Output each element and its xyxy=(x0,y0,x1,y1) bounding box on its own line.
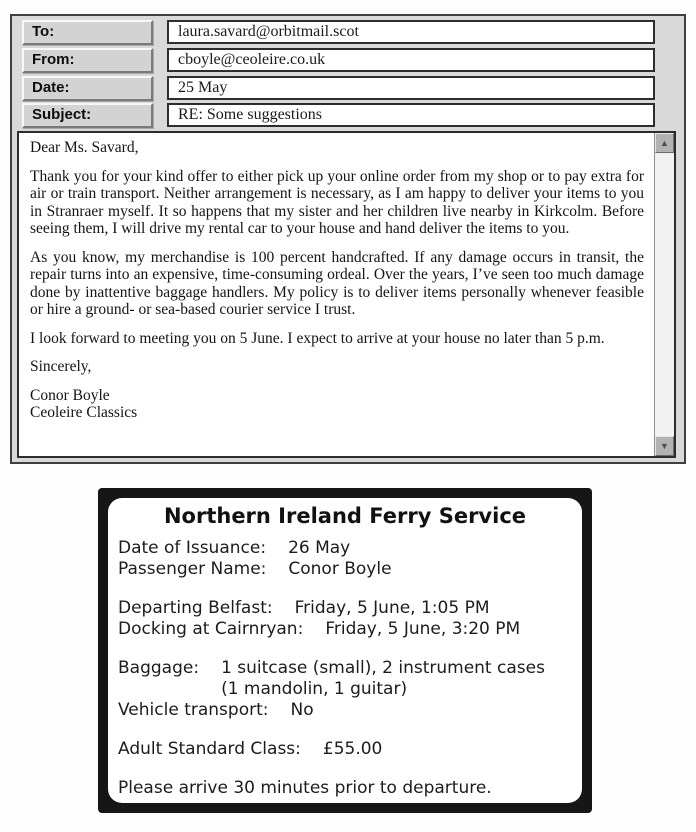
ticket-row-label: Docking at Cairnryan: xyxy=(118,619,304,639)
email-body-scrollbar[interactable] xyxy=(654,133,674,456)
ticket-footer-note: Please arrive 30 minutes prior to departure. xyxy=(118,778,492,798)
ticket-row-label: Vehicle transport: xyxy=(118,700,269,720)
date-input[interactable] xyxy=(167,76,655,100)
ticket-row-label: Passenger Name: xyxy=(118,559,267,579)
ferry-ticket-inner xyxy=(108,498,582,803)
baggage-line-1: 1 suitcase (small), 2 instrument cases xyxy=(221,658,545,678)
scroll-down-button[interactable] xyxy=(655,436,674,456)
ticket-row-issuance xyxy=(118,538,572,559)
email-signature-company: Ceoleire Classics xyxy=(30,404,138,421)
ticket-row-value: £55.00 xyxy=(322,739,383,759)
ticket-row-label: Departing Belfast: xyxy=(118,598,273,618)
ticket-row-label: Date of Issuance: xyxy=(118,538,267,558)
ticket-row-value: Friday, 5 June, 3:20 PM xyxy=(325,619,521,639)
ticket-row-value: Conor Boyle xyxy=(288,559,392,579)
email-body-text xyxy=(19,133,654,456)
ticket-row-label: Baggage: xyxy=(118,658,200,678)
ticket-row-arrival xyxy=(118,619,572,640)
ticket-row-value xyxy=(221,658,545,700)
ferry-ticket xyxy=(98,488,592,813)
ticket-row-baggage xyxy=(118,658,572,700)
date-label-button[interactable]: Date: xyxy=(22,76,153,101)
ticket-title: Northern Ireland Ferry Service xyxy=(163,504,527,528)
email-paragraph: I look forward to meeting you on 5 June. I expect to arrive at your house no later than 5 p.m. xyxy=(30,329,605,347)
down-arrow-icon: ▼ xyxy=(660,441,669,451)
ticket-row-departure xyxy=(118,598,572,619)
ticket-row-value: No xyxy=(290,700,314,720)
ticket-row-passenger xyxy=(118,559,572,580)
scroll-up-button[interactable] xyxy=(655,133,674,153)
email-paragraph: As you know, my merchandise is 100 percent handcrafted. If any damage occurs in transit, the repair turns into an expensive, time-consuming ordeal. Over the years, I’ve seen too much damage done by inattentive baggage handlers. My policy is to deliver items personally whenever feasible or hire a ground- or sea-based courier service I trust. xyxy=(30,248,644,318)
from-label-button[interactable]: From: xyxy=(22,48,153,73)
ticket-row-value: Friday, 5 June, 1:05 PM xyxy=(294,598,490,618)
email-body[interactable] xyxy=(17,131,676,458)
ticket-row-vehicle xyxy=(118,700,572,721)
ticket-row-value: 26 May xyxy=(288,538,351,558)
subject-input[interactable] xyxy=(167,103,655,127)
to-input[interactable] xyxy=(167,20,655,44)
up-arrow-icon: ▲ xyxy=(660,138,669,148)
email-closing: Sincerely, xyxy=(30,358,92,375)
subject-label-button[interactable]: Subject: xyxy=(22,103,153,128)
ticket-row-fare xyxy=(118,739,572,760)
ticket-row-label: Adult Standard Class: xyxy=(118,739,301,759)
to-label-button[interactable]: To: xyxy=(22,20,153,45)
email-greeting: Dear Ms. Savard, xyxy=(30,139,139,156)
baggage-line-2: (1 mandolin, 1 guitar) xyxy=(221,679,408,699)
email-form xyxy=(10,14,686,464)
from-input[interactable] xyxy=(167,48,655,72)
email-paragraph: Thank you for your kind offer to either pick up your online order from my shop or to pay extra for air or train transport. Neither arrangement is necessary, as I am happy to deliver your items to you in Stranraer myself. It so happens that my sister and her children live nearby in Kirkcolm. Before seeing them, I will drive my rental car to your house and hand deliver the items to you. xyxy=(30,167,644,237)
email-signature-name: Conor Boyle xyxy=(30,386,110,404)
